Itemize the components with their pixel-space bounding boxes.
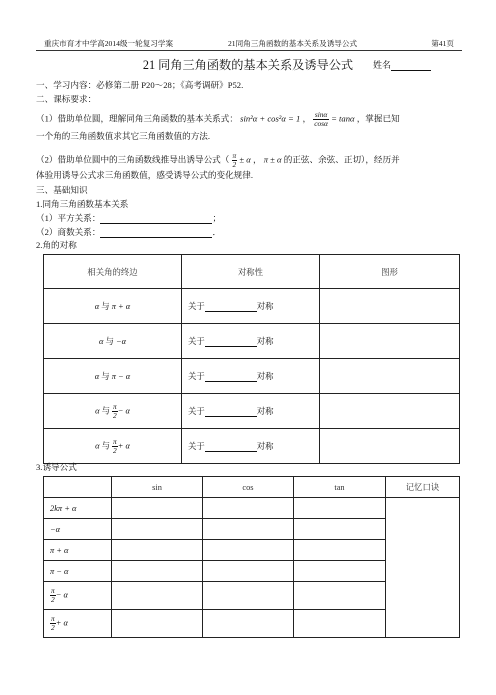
figure-cell[interactable] — [320, 324, 460, 359]
sin-cell[interactable] — [112, 519, 203, 540]
sin-cell[interactable] — [112, 610, 203, 638]
alpha: α — [94, 302, 100, 311]
and-word: 与 — [99, 405, 113, 415]
requirement-1-continuation: 一个角的三角函数值求其它三角函数值的方法. — [36, 131, 211, 141]
symmetry-blank[interactable] — [205, 407, 257, 417]
square-relation-line — [36, 213, 221, 224]
fraction-numerator: π — [51, 586, 55, 595]
header-topic: 21同角三角函数的基本关系及诱导公式 — [228, 39, 358, 48]
symmetry-cell — [182, 289, 320, 324]
table-row — [44, 498, 460, 519]
angle-label: − α — [55, 590, 68, 600]
header-angle — [44, 477, 112, 498]
header-figure: 图形 — [320, 255, 460, 289]
angle-pair — [44, 394, 182, 429]
angle-pair — [44, 324, 182, 359]
sym-prefix: 关于 — [188, 442, 205, 451]
alpha: α — [95, 405, 100, 415]
req2-plus-minus-alpha: ± α — [239, 154, 251, 165]
knowledge-1-heading: 1.同角三角函数基本关系 — [36, 199, 129, 209]
header-page-number: 第41页 — [431, 39, 454, 48]
tan-cell[interactable] — [294, 519, 386, 540]
angle-cell — [44, 561, 112, 582]
sym-prefix: 关于 — [188, 337, 205, 346]
figure-cell[interactable] — [320, 359, 460, 394]
header-tan: tan — [294, 477, 386, 498]
alpha: α — [94, 372, 100, 381]
header-mnemonic: 记忆口诀 — [386, 477, 460, 498]
pi-over-two-fraction — [232, 152, 238, 169]
quotient-relation-line — [36, 227, 221, 238]
fraction-numerator: π — [51, 614, 55, 623]
mnemonic-cell[interactable] — [386, 498, 460, 638]
symmetry-cell — [182, 359, 320, 394]
sin-cell[interactable] — [112, 582, 203, 610]
header-sin: sin — [112, 477, 203, 498]
section-learning-content: 一、学习内容：必修第二册 P20～28；《高考调研》P52. — [36, 80, 244, 90]
req1-separator: ， — [302, 113, 312, 124]
related-angle: − α — [117, 405, 130, 415]
req2-text: （2）借助单位圆中的三角函数线推导出诱导公式（ — [36, 154, 230, 165]
header-related-angles: 相关角的终边 — [44, 255, 182, 289]
cos-cell[interactable] — [203, 582, 294, 610]
name-blank[interactable] — [391, 60, 431, 71]
fraction-numerator: sinα — [314, 110, 328, 119]
header-symmetry: 对称性 — [182, 255, 320, 289]
square-relation-end: ； — [212, 213, 222, 223]
quotient-relation-label: （2）商数关系： — [36, 227, 101, 237]
alpha: α — [95, 440, 100, 450]
square-relation-label: （1）平方关系： — [36, 213, 101, 223]
angle-cell — [44, 540, 112, 561]
related-angle: π + α — [111, 302, 131, 311]
table-header-row — [44, 255, 460, 289]
fraction-denominator: cosα — [314, 119, 328, 128]
tan-cell[interactable] — [294, 498, 386, 519]
cos-cell[interactable] — [203, 610, 294, 638]
header-school: 重庆市育才中学高2014级一轮复习学案 — [44, 39, 174, 48]
quotient-relation-blank[interactable] — [100, 228, 212, 238]
name-field — [373, 58, 431, 71]
symmetry-blank[interactable] — [205, 302, 257, 312]
sin-cell[interactable] — [112, 540, 203, 561]
angle-pair — [44, 359, 182, 394]
sym-suffix: 对称 — [256, 337, 274, 346]
req2-text-end: 的正弦、余弦、正切），经历并 — [283, 154, 400, 165]
fraction-denominator: 2 — [232, 160, 237, 169]
sym-prefix: 关于 — [188, 407, 205, 416]
symmetry-cell — [182, 429, 320, 464]
fraction-denominator: 2 — [51, 623, 55, 632]
tan-cell[interactable] — [294, 582, 386, 610]
table-row — [44, 289, 460, 324]
fraction-denominator: 2 — [51, 595, 55, 604]
quotient-relation-end: ． — [212, 227, 222, 237]
req1-text: （1）借助单位圆，理解同角三角函数的基本关系式： — [36, 113, 238, 124]
page-title-block — [0, 56, 496, 73]
sin-cell[interactable] — [112, 561, 203, 582]
tan-cell[interactable] — [294, 540, 386, 561]
symmetry-blank[interactable] — [205, 337, 257, 347]
figure-cell[interactable] — [320, 429, 460, 464]
symmetry-cell — [182, 394, 320, 429]
related-angle: + α — [117, 440, 130, 450]
angle-label: + α — [55, 618, 68, 628]
alpha: α — [98, 337, 104, 346]
knowledge-2-heading: 2.角的对称 — [36, 240, 77, 250]
angle-cell — [44, 498, 112, 519]
page-title: 21 同角三角函数的基本关系及诱导公式 — [142, 58, 354, 72]
req2-separator: ， — [252, 154, 262, 165]
sym-prefix: 关于 — [188, 302, 205, 311]
induction-formula-table — [43, 476, 460, 638]
cos-cell[interactable] — [203, 561, 294, 582]
identity-formula: sin²α + cos²α = 1 — [240, 113, 301, 124]
angle-label: −α — [50, 524, 61, 534]
knowledge-3-heading: 3.诱导公式 — [36, 462, 77, 472]
and-word: 与 — [99, 372, 112, 381]
symmetry-blank[interactable] — [205, 442, 257, 452]
angle-label: π + α — [50, 545, 69, 555]
requirement-2-continuation: 体验用诱导公式求三角函数值，感受诱导公式的变化规律. — [36, 170, 253, 180]
tan-cell[interactable] — [294, 561, 386, 582]
table-row — [44, 429, 460, 464]
name-label: 姓名 — [373, 60, 392, 70]
requirement-2-line — [36, 152, 400, 169]
related-angle: −α — [115, 337, 127, 346]
and-word: 与 — [103, 337, 116, 346]
table-header-row — [44, 477, 460, 498]
section-requirements: 二、课标要求： — [36, 94, 97, 104]
angle-pair — [44, 289, 182, 324]
figure-cell[interactable] — [320, 289, 460, 324]
angle-cell — [44, 610, 112, 638]
angle-pair — [44, 429, 182, 464]
symmetry-cell — [182, 324, 320, 359]
section-basics: 三、基础知识 — [36, 185, 88, 195]
angle-cell — [44, 582, 112, 610]
sym-suffix: 对称 — [256, 302, 274, 311]
quotient-result: = tanα — [331, 113, 355, 124]
angle-cell — [44, 519, 112, 540]
table-row — [44, 359, 460, 394]
table-row — [44, 324, 460, 359]
fraction-numerator: π — [113, 436, 117, 446]
fraction-denominator: 2 — [113, 445, 117, 455]
sym-suffix: 对称 — [256, 372, 274, 381]
angle-label: 2kπ + α — [50, 503, 77, 513]
sym-prefix: 关于 — [188, 372, 205, 381]
quotient-fraction — [313, 111, 329, 128]
symmetry-table — [43, 254, 460, 464]
table-row — [44, 394, 460, 429]
symmetry-blank[interactable] — [205, 372, 257, 382]
angle-label: π − α — [50, 566, 69, 576]
sin-cell[interactable] — [112, 498, 203, 519]
cos-cell[interactable] — [203, 498, 294, 519]
fraction-numerator: π — [113, 401, 117, 411]
req2-pi-plus-minus-alpha: π ± α — [263, 154, 282, 165]
tan-cell[interactable] — [294, 610, 386, 638]
figure-cell[interactable] — [320, 394, 460, 429]
fraction-denominator: 2 — [113, 410, 117, 420]
and-word: 与 — [99, 302, 112, 311]
cos-cell[interactable] — [203, 540, 294, 561]
square-relation-blank[interactable] — [100, 214, 212, 224]
related-angle: π − α — [111, 372, 131, 381]
header-cos: cos — [203, 477, 294, 498]
sym-suffix: 对称 — [256, 407, 274, 416]
and-word: 与 — [99, 440, 113, 450]
cos-cell[interactable] — [203, 519, 294, 540]
page-header — [36, 38, 462, 51]
fraction-numerator: π — [232, 151, 237, 160]
requirement-1-line — [36, 111, 400, 128]
req1-text-end: ，掌握已知 — [356, 113, 400, 124]
sym-suffix: 对称 — [256, 442, 274, 451]
